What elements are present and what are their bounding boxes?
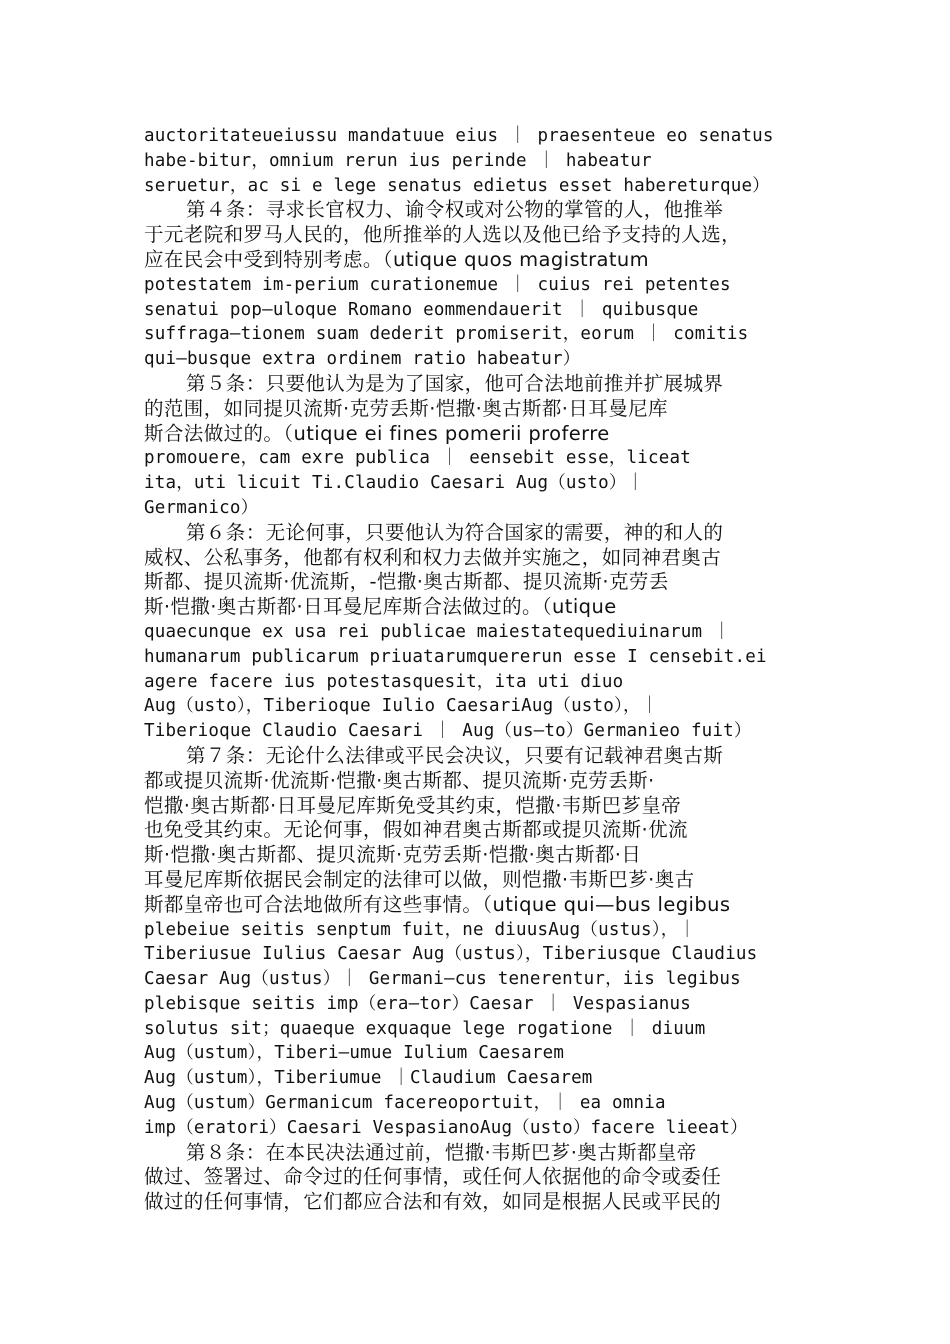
text-line: Aug（usto），Tiberioque Iulio CaesariAug（usto），｜	[144, 696, 659, 717]
text-line: 耳曼尼库斯依据民会制定的法律可以做，则恺撒·韦斯巴芗·奥古	[144, 867, 695, 891]
text-line: 斯都、提贝流斯·优流斯，-恺撒·奥古斯都、提贝流斯·克劳丢	[144, 570, 669, 594]
text-line: Tiberiusue Iulius Caesar Aug（ustus），Tiberiusque Claudius	[144, 944, 758, 965]
text-line: solutus sit；quaeque exquaque lege rogatione ｜ diuum	[144, 1018, 706, 1039]
text-line: 都或提贝流斯·优流斯·恺撒·奥古斯都、提贝流斯·克劳丢斯·	[144, 768, 655, 792]
text-line: qui—busque extra ordinem ratio habeatur）	[144, 349, 581, 370]
text-line: quaecunque ex usa rei publicae maiestatequediuinarum ｜	[144, 621, 731, 642]
text-line: 威权、公私事务，他都有权利和权力去做并实施之，如同神君奥古	[144, 545, 722, 569]
text-line: potestatem im-perium curationemue ｜ cuius rei petentes	[144, 274, 731, 295]
text-line: 斯都皇帝也可合法地做所有这些事情。（utique qui—bus legibus	[144, 892, 731, 916]
document-page	[144, 124, 806, 1215]
text-line: 做过的任何事情，它们都应合法和有效，如同是根据人民或平民的	[144, 1190, 722, 1214]
text-line: auctoritateueiussu mandatuue eius ｜ praesenteue eo senatus	[144, 126, 774, 146]
text-line: Aug（ustum），Tiberiumue ｜Claudium Caesarem	[144, 1068, 593, 1089]
text-line: 斯合法做过的。（utique ei fines pomerii proferre	[144, 421, 610, 445]
text-line: Tiberioque Claudio Caesari ｜ Aug（us—to）Germanieo fuit）	[144, 721, 752, 742]
article-5-heading-line: 第５条：只要他认为是为了国家，他可合法地前推并扩展城界	[186, 371, 724, 395]
article-7-heading-line: 第７条：无论什么法律或平民会决议，只要有记载神君奥古斯	[186, 743, 724, 767]
text-line: ita，uti licuit Ti.Claudio Caesari Aug（usto）｜	[144, 473, 645, 494]
text-line: 斯·恺撒·奥古斯都、提贝流斯·克劳丢斯·恺撒·奥古斯都·日	[144, 843, 642, 867]
text-line: plebisque seitis imp（era—tor）Caesar ｜ Vespasianus	[144, 993, 691, 1014]
text-line: senatui pop—uloque Romano eommendauerit ｜ quibusque	[144, 299, 699, 320]
text-line: plebeiue seitis senptum fuit，ne diuusAug（ustus），｜	[144, 919, 697, 940]
text-line: Aug（ustum），Tiberi—umue Iulium Caesarem	[144, 1043, 565, 1064]
text-line: 恺撒·奥古斯都·日耳曼尼库斯免受其约束，恺撒·韦斯巴芗皇帝	[144, 793, 682, 817]
text-line: suffraga—tionem suam dederit promiserit，eorum ｜ comitis	[144, 324, 749, 345]
text-line: imp（eratori）Caesari VespasianoAug（usto）facere lieeat）	[144, 1117, 748, 1138]
text-line: promouere，cam exre publica ｜ eensebit esse，liceat	[144, 448, 691, 469]
text-line: 也免受其约束。无论何事，假如神君奥古斯都或提贝流斯·优流	[144, 818, 688, 842]
article-6-heading-line: 第６条：无论何事，只要他认为符合国家的需要，神的和人的	[186, 520, 724, 544]
text-line: Germanico）	[144, 497, 259, 518]
text-line: habe-bitur，omnium rerun ius perinde ｜ habeatur	[144, 150, 652, 171]
text-line: 的范围，如同提贝流斯·克劳丢斯·恺撒·奥古斯都·日耳曼尼库	[144, 396, 668, 420]
text-line: 应在民会中受到特别考虑。（utique quos magistratum	[144, 247, 650, 271]
text-line: Caesar Aug（ustus）｜ Germani—cus tenerentur，iis legibus	[144, 969, 741, 990]
article-8-heading-line: 第８条：在本民决法通过前，恺撒·韦斯巴芗·奥古斯都皇帝	[186, 1140, 697, 1164]
text-line: humanarum publicarum priuatarumquererun esse I censebit.ei	[144, 646, 767, 667]
article-4-heading-line: 第４条：寻求长官权力、谕令权或对公物的掌管的人，他推举	[186, 198, 724, 222]
text-line: 做过、签署过、命令过的任何事情，或任何人依据他的命令或委任	[144, 1165, 722, 1189]
text-line: 斯·恺撒·奥古斯都·日耳曼尼库斯合法做过的。（utique	[144, 595, 617, 619]
text-line: seruetur，ac si e lege senatus edietus esset habereturque）	[144, 175, 770, 196]
text-line: agere facere ius potestasquesit，ita uti diuo	[144, 671, 624, 692]
text-line: Aug（ustum）Germanicum facereoportuit，｜ ea omnia	[144, 1093, 666, 1114]
text-line: 于元老院和罗马人民的，他所推举的人选以及他已给予支持的人选，	[144, 223, 742, 247]
